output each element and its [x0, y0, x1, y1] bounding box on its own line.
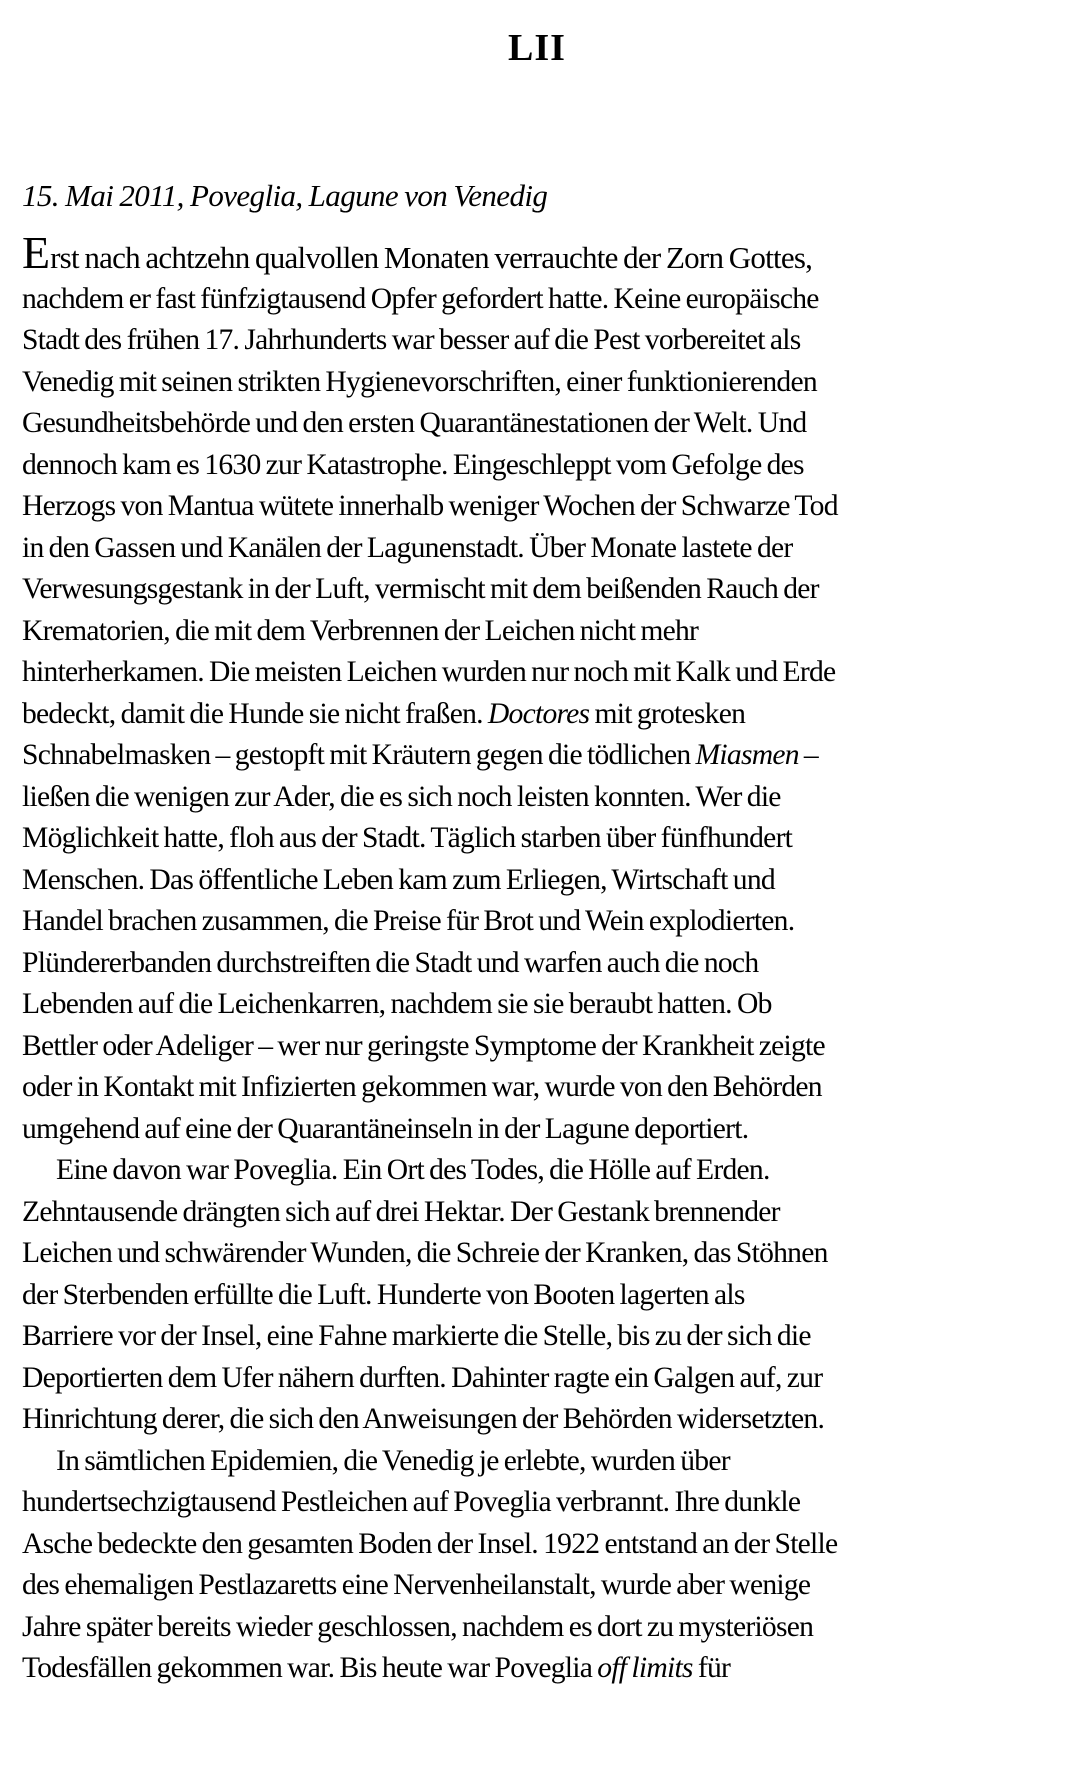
text-line: ließen die wenigen zur Ader, die es sich noch leisten konnten. Wer die [22, 780, 781, 813]
text-segment: bedeckt, damit die Hunde sie nicht fraßen. [22, 697, 488, 730]
text-line: In sämtlichen Epidemien, die Venedig je erlebte, wurden über [56, 1444, 730, 1477]
text-line: oder in Kontakt mit Infizierten gekommen war, wurde von den Behörden [22, 1071, 822, 1103]
text-line [22, 694, 1052, 736]
text-line [22, 735, 1052, 777]
text-line: Lebenden auf die Leichenkarren, nachdem sie sie beraubt hatten. Ob [22, 988, 772, 1020]
text-segment: – [798, 739, 818, 771]
text-segment: rst nach achtzehn qualvollen Monaten verrauchte der Zorn Gottes, [50, 240, 813, 275]
paragraph-2 [22, 1150, 1052, 1441]
text-line: Krematorien, die mit dem Verbrennen der Leichen nicht mehr [22, 614, 699, 647]
book-page [22, 0, 1052, 1690]
text-line: in den Gassen und Kanälen der Lagunenstadt. Über Monate lastete der [22, 531, 793, 564]
text-line: Gesundheitsbehörde und den ersten Quarantänestationen der Welt. Und [22, 407, 807, 439]
text-segment: Schnabelmasken – gestopft mit Kräutern gegen die tödlichen [22, 739, 696, 771]
text-line [22, 1648, 1052, 1690]
text-line: Hinrichtung derer, die sich den Anweisungen der Behörden widersetzten. [22, 1403, 825, 1435]
paragraph-1 [22, 227, 1052, 1150]
chapter-title: LII [508, 27, 566, 69]
drop-cap: E [22, 227, 51, 278]
text-line: nachdem er fast fünfzigtausend Opfer gefordert hatte. Keine europäische [22, 282, 819, 315]
text-line: dennoch kam es 1630 zur Katastrophe. Eingeschleppt vom Gefolge des [22, 448, 804, 481]
text-line: Asche bedeckte den gesamten Boden der Insel. 1922 entstand an der Stelle [22, 1527, 838, 1560]
text-line: hundertsechzigtausend Pestleichen auf Poveglia verbrannt. Ihre dunkle [22, 1486, 801, 1518]
text-line: Bettler oder Adeliger – wer nur geringste Symptome der Krankheit zeigte [22, 1029, 825, 1062]
text-line: Deportierten dem Ufer nähern durften. Dahinter ragte ein Galgen auf, zur [22, 1361, 823, 1394]
chapter-body [22, 227, 1052, 1690]
text-segment: für [692, 1652, 731, 1684]
text-line: hinterherkamen. Die meisten Leichen wurden nur noch mit Kalk und Erde [22, 656, 836, 688]
text-line: Eine davon war Poveglia. Ein Ort des Todes, die Hölle auf Erden. [56, 1154, 770, 1186]
text-line [22, 227, 1052, 279]
text-line: des ehemaligen Pestlazaretts eine Nervenheilanstalt, wurde aber wenige [22, 1569, 811, 1601]
text-segment: Todesfällen gekommen war. Bis heute war Poveglia [22, 1652, 598, 1684]
text-line: Verwesungsgestank in der Luft, vermischt mit dem beißenden Rauch der [22, 573, 819, 605]
text-line: Menschen. Das öffentliche Leben kam zum Erliegen, Wirtschaft und [22, 863, 775, 896]
text-line: Barriere vor der Insel, eine Fahne markierte die Stelle, bis zu der sich die [22, 1320, 811, 1352]
text-line: umgehend auf eine der Quarantäneinseln in der Lagune deportiert. [22, 1112, 749, 1145]
italic-term: off limits [597, 1652, 693, 1684]
paragraph-3 [22, 1441, 1052, 1690]
text-line: Venedig mit seinen strikten Hygienevorschriften, einer funktionierenden [22, 365, 817, 398]
text-line: Stadt des frühen 17. Jahrhunderts war besser auf die Pest vorbereitet als [22, 324, 801, 356]
text-line: Zehntausende drängten sich auf drei Hektar. Der Gestank brennender [22, 1195, 780, 1228]
text-line: der Sterbenden erfüllte die Luft. Hunderte von Booten lagerten als [22, 1278, 745, 1311]
text-line: Leichen und schwärender Wunden, die Schreie der Kranken, das Stöhnen [22, 1237, 828, 1269]
text-line: Handel brachen zusammen, die Preise für Brot und Wein explodierten. [22, 905, 795, 937]
text-line: Herzogs von Mantua wütete innerhalb weniger Wochen der Schwarze Tod [22, 490, 838, 522]
text-line: Plündererbanden durchstreiften die Stadt und warfen auch die noch [22, 946, 759, 979]
italic-term: Miasmen [695, 739, 799, 771]
text-segment: mit grotesken [589, 697, 746, 730]
dateline: 15. Mai 2011, Poveglia, Lagune von Venedig [22, 178, 548, 213]
text-line: Jahre später bereits wieder geschlossen, nachdem es dort zu mysteriösen [22, 1610, 814, 1643]
text-line: Möglichkeit hatte, floh aus der Stadt. Täglich starben über fünfhundert [22, 822, 793, 854]
italic-term: Doctores [487, 697, 590, 730]
